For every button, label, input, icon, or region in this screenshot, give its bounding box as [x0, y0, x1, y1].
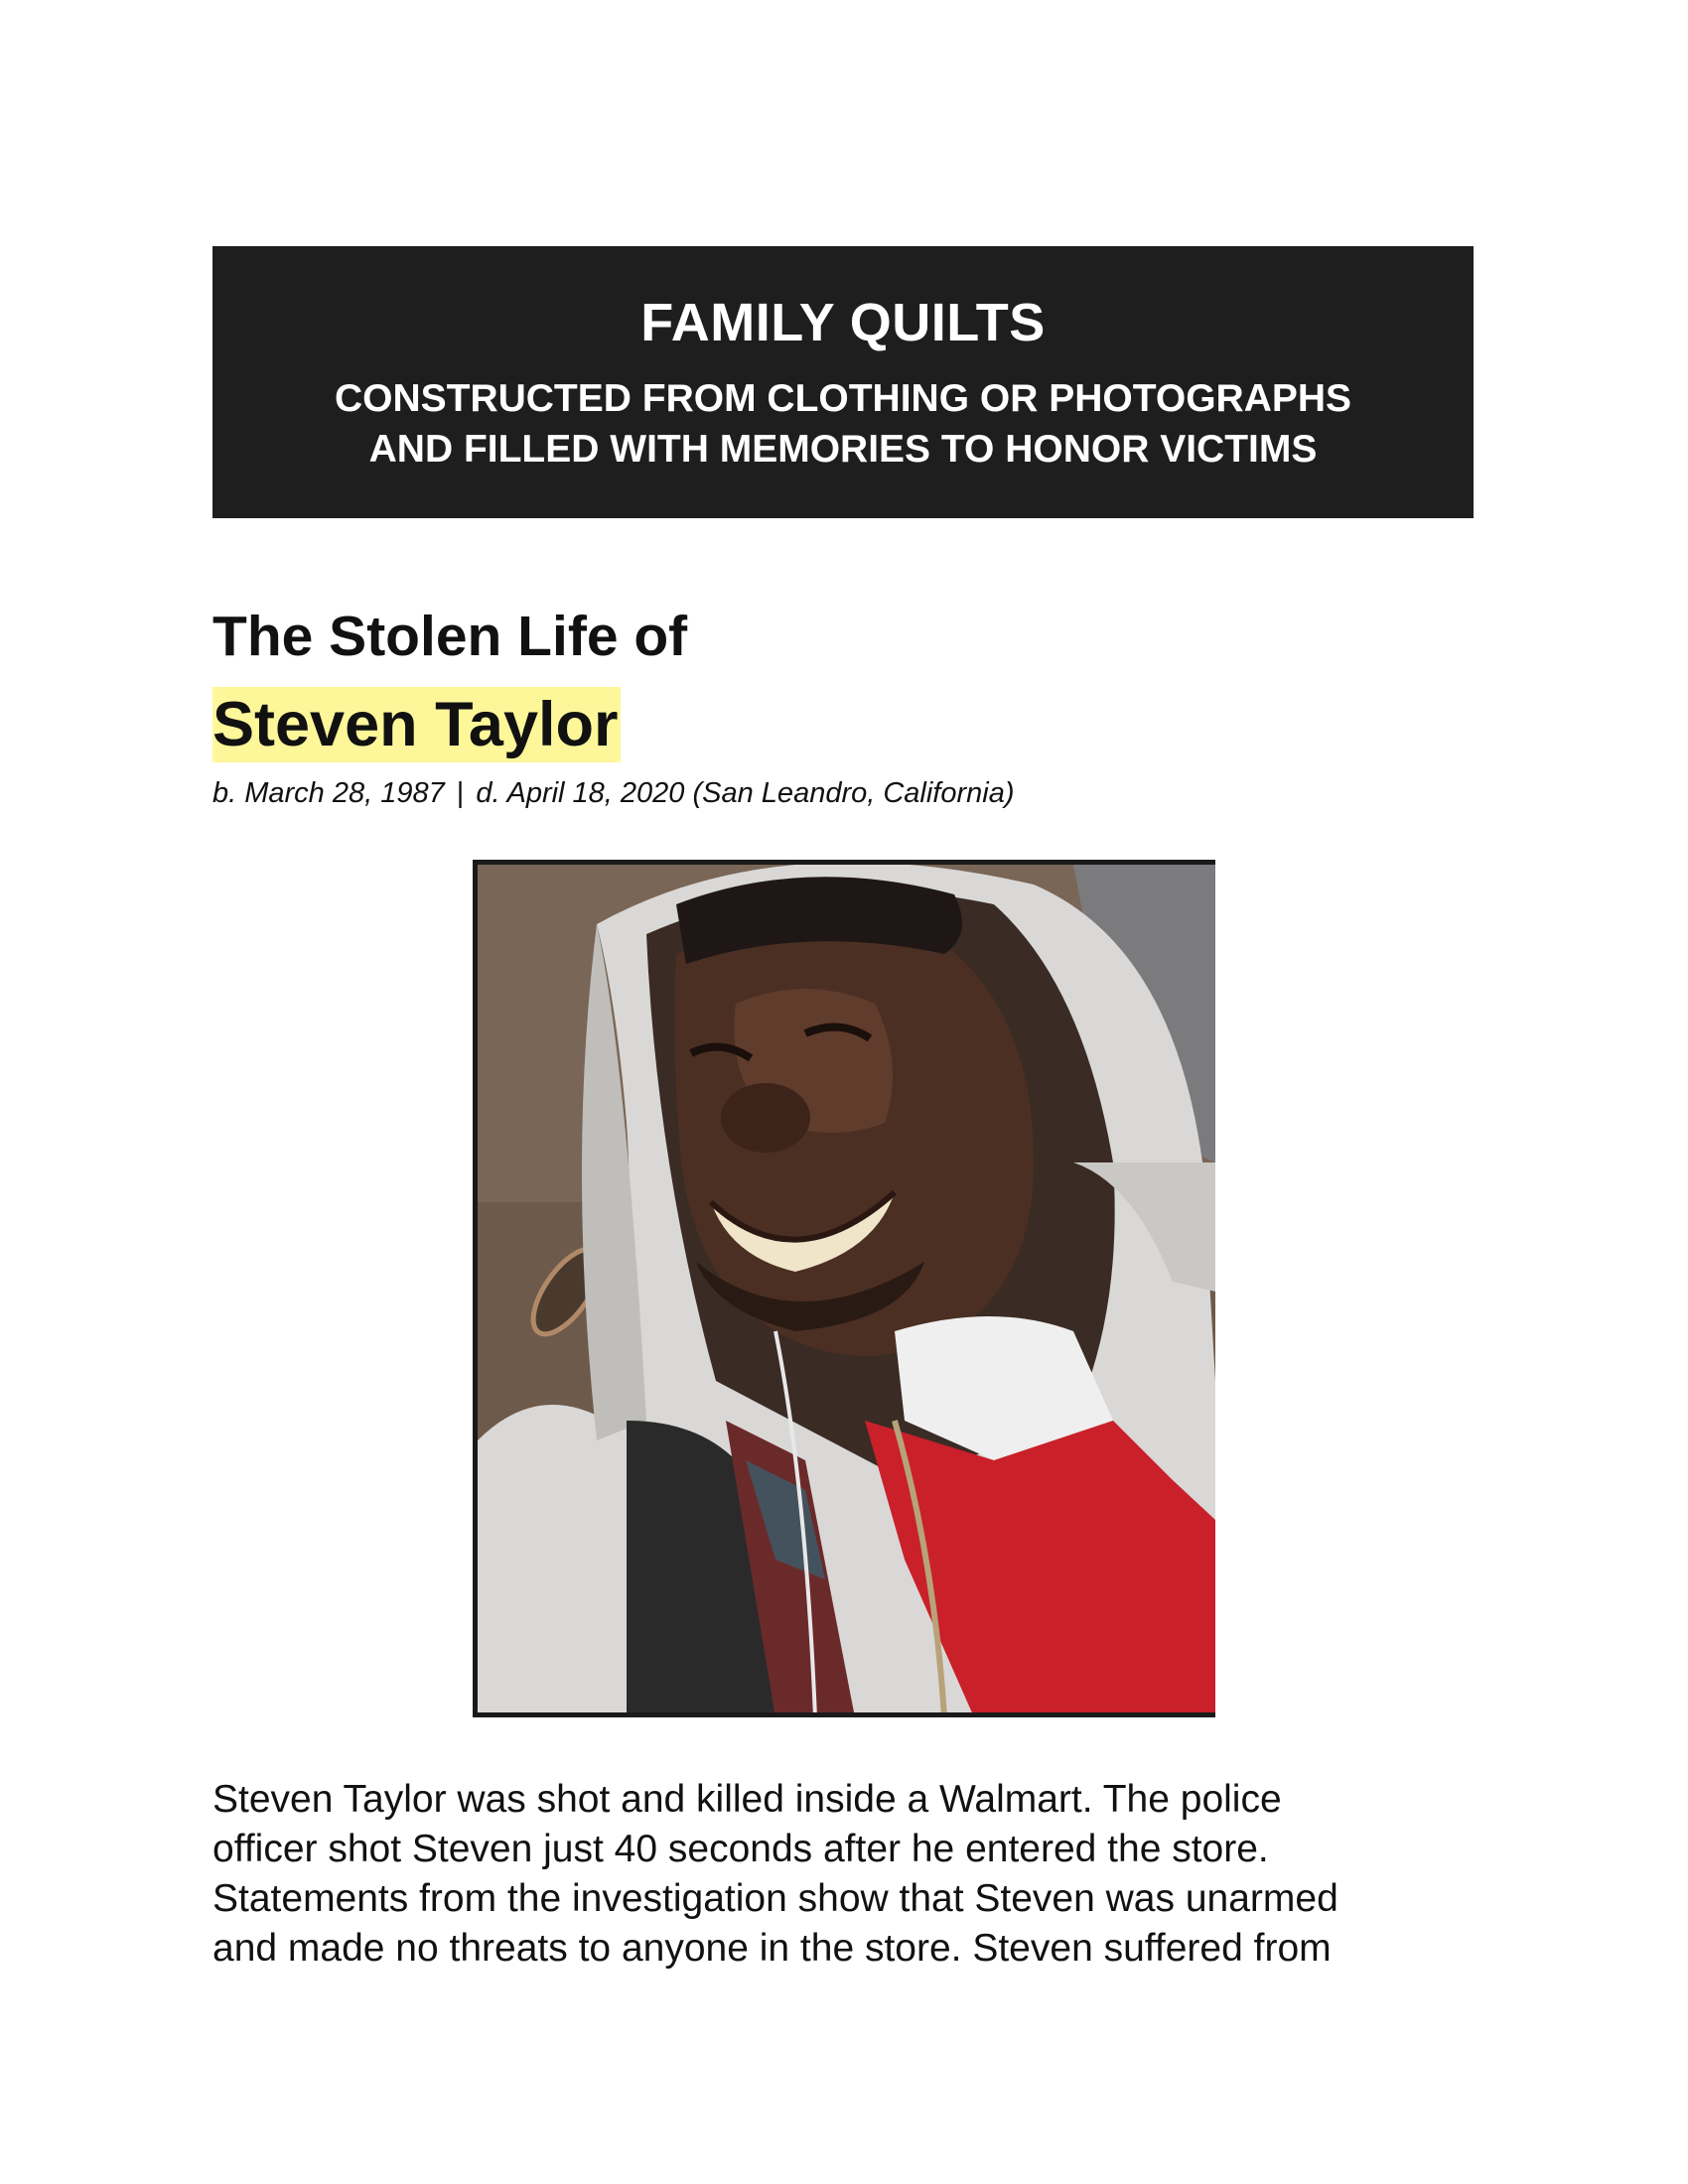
banner-title: FAMILY QUILTS — [640, 293, 1046, 352]
banner-subtitle-line-1: CONSTRUCTED FROM CLOTHING OR PHOTOGRAPHS — [334, 377, 1352, 420]
body-line: officer shot Steven just 40 seconds after he entered the store. — [212, 1828, 1269, 1870]
banner-subtitle — [212, 373, 1474, 475]
victim-name: Steven Taylor — [212, 687, 621, 762]
portrait-illustration — [478, 865, 1215, 1717]
life-dates — [212, 774, 1015, 812]
birth-date: b. March 28, 1987 — [212, 777, 445, 809]
body-line: Steven Taylor was shot and killed inside a Walmart. The police — [212, 1778, 1282, 1821]
banner-subtitle-line-2: AND FILLED WITH MEMORIES TO HONOR VICTIMS — [368, 428, 1318, 471]
death-date: d. April 18, 2020 (San Leandro, California) — [476, 777, 1015, 809]
biography-text — [212, 1775, 1493, 1974]
page-title-prefix: The Stolen Life of — [212, 605, 688, 668]
portrait-photo — [473, 860, 1215, 1717]
body-line: and made no threats to anyone in the store. Steven suffered from — [212, 1927, 1332, 1970]
date-separator: | — [456, 777, 465, 809]
header-banner — [212, 246, 1474, 518]
body-line: Statements from the investigation show that Steven was unarmed — [212, 1877, 1338, 1920]
